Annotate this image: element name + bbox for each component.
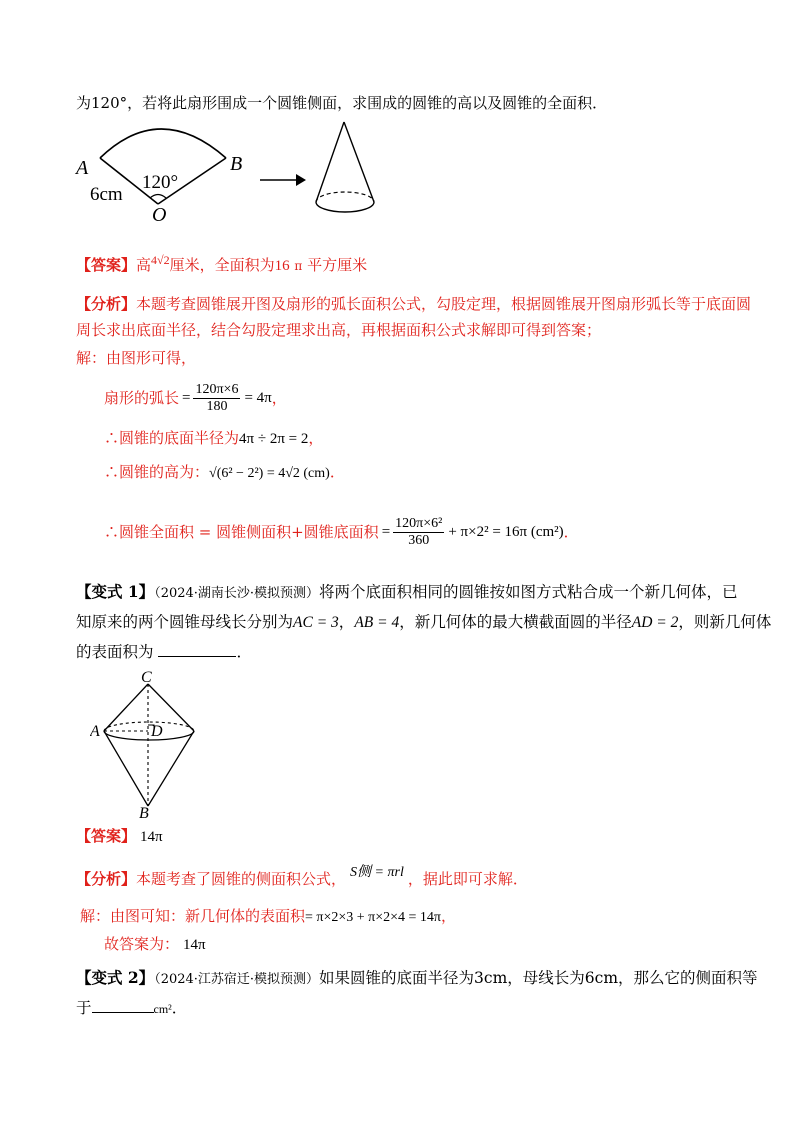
base-ellipse-back [104,722,194,731]
sector-to-cone-figure [70,118,400,228]
cone-edge-left [316,122,344,202]
answer-1: 【答案】高$^{4√2}$厘米，全面积为16 π 平方厘米 [76,253,368,274]
cone-edge-right [344,122,374,202]
solution-1-step-1: 扇形的弧长 = $\frac{120\pi\times 6}{180}$ = 4π ， [104,381,287,414]
analysis-1-line-1: 【分析】本题考查圆锥展开图及扇形的弧长面积公式，勾股定理，根据圆锥展开图扇形弧长等于底面圆 [76,295,752,313]
angle-label: 120° [142,172,179,193]
variant-2-line-2: 于 cm²． [76,999,188,1017]
double-cone-figure [90,668,210,818]
solution-2-final: 故答案为： 14π [104,935,206,953]
arrow-icon [296,174,306,186]
problem-text-line: 为120°，若将此扇形围成一个圆锥侧面，求围成的圆锥的高以及圆锥的全面积． [76,94,608,112]
point-c-label: C [141,669,152,686]
point-a-label: A [76,157,89,179]
cone-base-back [316,192,374,202]
point-b-label: B [230,153,243,175]
angle-mark [150,195,166,199]
point-b-label: B [139,805,149,818]
sector-arc [100,129,226,158]
variant-1-line-3: 的表面积为 ． [76,643,252,661]
solution-1-intro: 解：由图形可得， [76,349,197,367]
point-d-label: D [151,723,163,740]
point-a-label: A [90,723,100,740]
analysis-1-line-2: 周长求出底面半径，结合勾股定理求出高，再根据面积公式求解即可得到答案； [76,321,602,339]
radius-label: 6cm [90,184,123,205]
lower-cone-left-edge [104,731,148,806]
variant-1-line-1: 【变式 1】（2024·湖南长沙·模拟预测）将两个底面积相同的圆锥按如图方式粘合成一个新几何体，已 [76,582,738,601]
answer-blank [92,1012,154,1013]
analysis-2: 【分析】 本题考查了圆锥的侧面积公式， S侧 = πrl ，据此即可求解． [76,865,528,888]
solution-1-step-3: ∴圆锥的高为：√(6² − 2²) = 4√2 (cm)． [104,463,345,481]
answer-blank [158,656,236,657]
solution-1-step-4: ∴圆锥全面积 = 圆锥侧面积+圆锥底面积 = $\frac{\text{120π×6²}}{360}$ + π×2² = 16π (cm²) ． [104,515,579,548]
upper-cone-left-edge [104,684,148,731]
lower-cone-right-edge [148,731,194,806]
variant-1-line-2: 知原来的两个圆锥母线长分别为AC = 3，AB = 4，新几何体的最大横截面圆的半径AD = 2，则新几何体 [76,613,772,631]
cone-base-front [316,202,374,212]
point-o-label: O [152,204,167,226]
variant-2-line-1: 【变式 2】（2024·江苏宿迁·模拟预测）如果圆锥的底面半径为3cm，母线长为6cm，那么它的侧面积等 [76,968,758,987]
solution-2-line: 解：由图可知：新几何体的表面积= π×2×3 + π×2×4 = 14π， [80,907,457,925]
answer-2: 【答案】 14π [76,827,163,845]
base-ellipse-front [104,731,194,740]
solution-1-step-2: ∴圆锥的底面半径为4π ÷ 2π = 2， [104,429,324,447]
